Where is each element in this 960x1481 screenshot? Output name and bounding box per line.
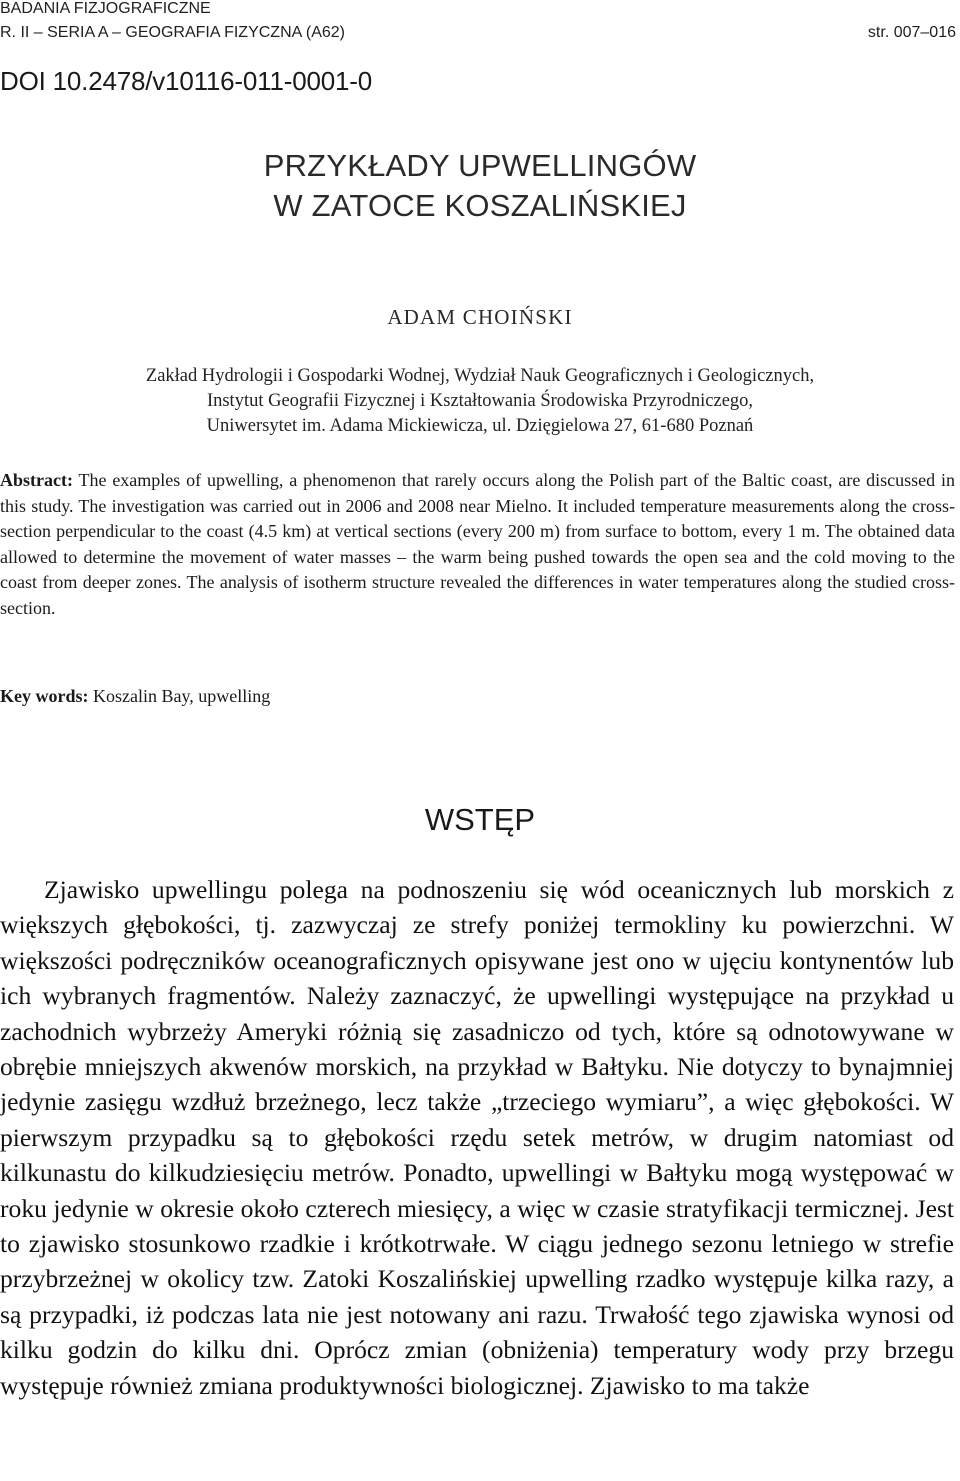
body-paragraph (0, 872, 954, 1403)
doi: DOI 10.2478/v10116-011-0001-0 (0, 66, 372, 96)
journal-series: R. II – SERIA A – GEOGRAFIA FIZYCZNA (A62) (0, 24, 345, 41)
section-heading: WSTĘP (424, 802, 536, 837)
abstract-label: Abstract: (0, 470, 73, 490)
page-range: str. 007–016 (867, 24, 956, 41)
abstract-text: The examples of upwelling, a phenomenon that rarely occurs along the Polish part of the Baltic coast, are discussed in this study. The investigation was carried out in 2006 and 2008 near Mielno. It included temperature measurements along the cross-section perpendicular to the coast (4.5 km) at vertical sections (every 200 m) from surface to bottom, every 1 m. The obtained data allowed to determine the movement of water masses – the warm being pushed towards the open sea and the cold moving to the coast from deeper zones. The analysis of isotherm structure revealed the differences in water temperatures along the studied cross-section. (0, 470, 955, 618)
article-title-line-2: W ZATOCE KOSZALIŃSKIEJ (273, 188, 687, 223)
journal-name: BADANIA FIZJOGRAFICZNE (0, 0, 211, 17)
article-title-line-1: PRZYKŁADY UPWELLINGÓW (263, 148, 697, 183)
abstract (0, 468, 955, 622)
article-title (0, 146, 960, 226)
keywords-label: Key words: (0, 686, 89, 706)
author-name: ADAM CHOIŃSKI (387, 305, 573, 329)
affiliation (0, 364, 960, 439)
affiliation-line-2: Instytut Geografii Fizycznej i Kształtowania Środowiska Przyrodniczego, (206, 391, 754, 411)
keywords-text: Koszalin Bay, upwelling (93, 686, 271, 706)
affiliation-line-1: Zakład Hydrologii i Gospodarki Wodnej, Wydział Nauk Geograficznych i Geologicznych, (145, 366, 815, 386)
body-paragraph-text: Zjawisko upwellingu polega na podnoszeniu się wód oceanicznych lub morskich z większych głębokości, tj. zazwyczaj ze strefy poniżej termokliny ku powierzchni. W większości podręczników oceanograficznych opisywane jest ono w ujęciu kontynentów lub ich wybranych fragmentów. Należy zaznaczyć, że upwellingi występujące na przykład u zachodnich wybrzeży Ameryki różnią się zasadniczo od tych, które są odnotowywane w obrębie mniejszych akwenów morskich, na przykład w Bałtyku. Nie dotyczy to bynajmniej jedynie zasięgu wzdłuż brzeżnego, lecz także „trzeciego wymiaru”, a więc głębokości. W pierwszym przypadku są to głębokości rzędu setek metrów, w drugim natomiast od kilkunastu do kilkudziesięciu metrów. Ponadto, upwellingi w Bałtyku mogą występować w roku jedynie w okresie około czterech miesięcy, a więc w czasie stratyfikacji termicznej. Jest to zjawisko stosunkowo rzadkie i krótkotrwałe. W ciągu jednego sezonu letniego w strefie przybrzeżnej w okolicy tzw. Zatoki Koszalińskiej upwelling rzadko występuje kilka razy, a są przypadki, iż podczas lata nie jest notowany ani razu. Trwałość tego zjawiska wynosi od kilku godzin do kilku dni. Oprócz zmian (obniżenia) temperatury wody przy brzegu występuje również zmiana produktywności biologicznej. Zjawisko to ma także (0, 875, 954, 1400)
keywords (0, 684, 270, 708)
affiliation-line-3: Uniwersytet im. Adama Mickiewicza, ul. Dzięgielowa 27, 61-680 Poznań (206, 416, 754, 436)
